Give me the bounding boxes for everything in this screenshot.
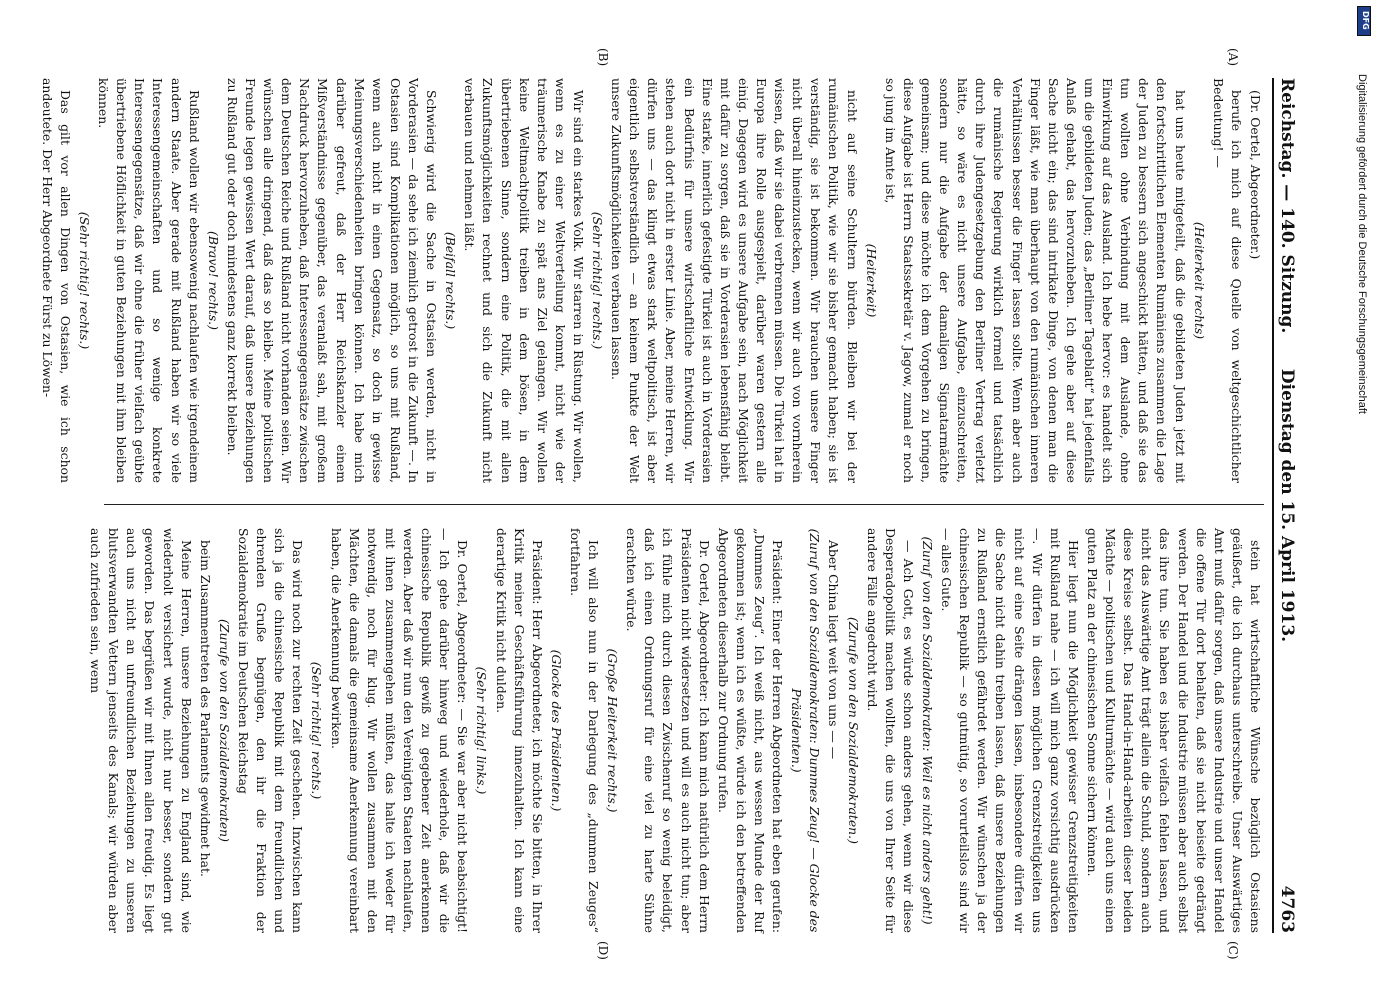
paragraph: Das wird noch zur rechten Zeit geschehen. Inzwischen kann sich ja die chinesische Republik mit dem freundlichen und ehrenden Gruße begnügen, den ihr die Fraktion der Sozialdemokratie im Deutschen Reichstag: [235, 528, 306, 933]
paragraph: Dr. Oertel, Abgeordneter: — Sie war aber nicht beabsichtigt! — Ich gehe darüber hinweg und wiederhole, daß wir die chinesische Republik gewiß zu gegebener Zeit anerkennen werden. Aber daß wir nun den Vereinigten Staaten nachlaufen, mit ihnen zusammengehen müßten, das halte ich weder für notwendig, noch für klug. Wir wollen zusammen mit den Mächten, die damals die gemeinsame Anerkennung vereinbart haben, die Anerkennung bewirken.: [328, 528, 471, 933]
paragraph: Hier liegt nun die Möglichkeit gewisser Grenzstreitigkeiten mit Rußland nahe — ich will mich ganz vorsichtig ausdrücken —. Wir dürfen in diesen möglichen Grenzstreitigkeiten uns nicht auf eine Seite drängen lassen, insbesondere dürfen wir die Sache nicht dahin treiben lassen, daß unsere Beziehungen zu Rußland ernstlich gefährdet werden. Wir wünschen ja der chinesischen Republik — so gutmütig, so vorurteilslos sind wir — alles Gute.: [939, 528, 1081, 933]
margin-mark-a: (A): [1226, 48, 1240, 67]
page-content: [39, 48, 1300, 960]
stage-direction: (Glocke des Präsidenten.): [548, 649, 564, 812]
column-divider: [104, 504, 1264, 505]
margin-mark-b: (B): [596, 48, 610, 67]
credit-text: Digitalisierung gefördert durch die Deutsche Forschungsgemeinschaft: [1356, 74, 1368, 414]
paragraph: Rußland wollen wir ebensowenig nachlaufen wie irgendeinem andern Staate. Aber gerade mit Rußland haben wir so viele Interessengemeinschaften und so wenige konkrete Interessengegensätze, daß wir ohne die früher vielfach geübte übertriebene Höflichkeit in guten Beziehungen mit ihm bleiben können.: [96, 78, 202, 483]
scanned-page: [39, 0, 1344, 1000]
stage-direction: (Zurufe von den Sozialdemokraten.): [845, 617, 861, 844]
stage-direction: (Große Heiterkeit rechts.): [605, 648, 621, 813]
paragraph: Präsident: Einer der Herren Abgeordneten hat eben gerufen: „Dummes Zeug“. Ich weiß nicht, aus wessen Munde der Ruf gekommen ist; wenn ich es wüßte, würde ich den betreffenden Abgeordneten dieserhalb zur Ordnung rufen.: [715, 528, 786, 933]
right-column: [88, 528, 1264, 933]
stage-direction: (Heiterkeit): [863, 243, 879, 318]
header-session: Reichstag. — 140. Sitzung.: [1277, 78, 1297, 334]
stage-direction: (Sehr richtig! links.): [474, 666, 490, 795]
paragraph: beim Zusammentreten des Parlaments gewidmet hat.: [197, 540, 213, 877]
left-column: [39, 78, 1264, 483]
paragraph: Präsident: Herr Abgeordneter, ich möchte Sie bitten, in Ihrer Kritik meiner Geschäftsführung innezuhalten. Ich kann eine derartige Kritik nicht dulden.: [493, 528, 545, 933]
stage-direction: (Heiterkeit rechts): [1191, 221, 1207, 340]
paragraph: Schwierig wird die Sache in Ostasien werden, nicht in Vorderasien — da sehe ich ziemlich getrost in die Zukunft —. In Ostasien sind Komplikationen möglich, so uns mit Rußland, wenn auch nicht in einen Gegensatz, so doch in gewisse Meinungsverschiedenheiten bringen können. Ich habe mich darüber gefreut, daß der Herr Reichskanzler einem Mißverständnisse gegenüber, das veranlaßt sah, mit großem Nachdruck hervorzuheben, daß Interessengegensätze zwischen dem Deutschen Reiche und Rußland nicht vorhanden seien. Wir wünschen alle dringend, daß das so bleibe. Meine politischen Freunde legen gewissen Wert darauf, daß unsere Beziehungen zu Rußland gut oder doch mindestens ganz korrekt bleiben.: [224, 78, 440, 483]
paragraph: nicht auf seine Schultern bürden. Bleiben wir bei der rumänischen Politik, wie wir sie bisher gemacht haben; sie ist verständig, sie ist bekommen. Wir brauchen unsere Finger nicht überall hineinzustecken, wenn wir auch von vornherein wissen, daß wir sie dabei verbrennen müssen. Die Türkei hat in Europa ihre Rolle ausgespielt, darüber waren gestern alle einig. Dagegen wird es unsere Aufgabe sein, nach Möglichkeit mit dafür zu sorgen, daß sie in Vorderasien lebensfähig bleibt. Eine starke, innerlich gefestigte Türkei ist auch in Vorderasien ein Bedürfnis für unsere wirtschaftliche Entwicklung. Wir stehen auch dort nicht in erster Linie. Aber, meine Herren, wir dürfen uns — das klingt etwas stark weltpolitisch, ist aber eigentlich selbstverständlich — an keinem Punkte der Welt unsere Zukunftsmöglichkeiten verbauen lassen.: [609, 78, 860, 483]
stage-direction: (Zurufe von den Sozialdemokraten): [216, 619, 232, 842]
stage-direction: (Sehr richtig! rechts.): [309, 661, 325, 800]
stage-direction: (Bravo! rechts.): [205, 231, 221, 330]
paragraph: Wir sind ein starkes Volk. Wir starren in Rüstung. Wir wollen, wenn es zu einer Weltverteilung kommt, nicht wie der träumerische Knabe zu spät ans Ziel gelangen. Wir wollen keine Weltmachtpolitik treiben in dem bösen, in dem übertriebenen Sinne, sondern eine Politik, die mit allen Zukunftsmöglichkeiten rechnet und sich die Zukunft nicht verbauen und nehmen läßt.: [462, 78, 586, 483]
margin-mark-d: (D): [596, 941, 610, 960]
stage-direction: (Zuruf von den Sozialdemokraten: Weil es nicht anders geht!): [920, 536, 936, 925]
dfg-logo-text: DFG: [1361, 11, 1370, 30]
paragraph: Dr. Oertel, Abgeordneter: Ich kann mich natürlich dem Herrn Präsidenten nicht widersetzen und will es auch nicht tun; aber ich fühle mich durch diesen Zwischenruf so wenig beleidigt, daß ich einen Ordnungsruf für eine viel zu harte Sühne erachten würde.: [624, 528, 712, 933]
stage-direction: (Zuruf von den Sozialdemokraten: Dummes Zeug! — Glocke des Präsidenten.): [789, 528, 823, 933]
header-date: Dienstag den 15. April 1913.: [1277, 368, 1297, 643]
stage-direction: (Sehr richtig! rechts.): [590, 211, 606, 350]
dfg-logo: [1357, 6, 1371, 36]
paragraph: (Dr. Oertel, Abgeordneter.): [1248, 90, 1263, 260]
margin-mark-c: (C): [1226, 941, 1240, 960]
paragraph: Das gilt vor allen Dingen von Ostasien, wie ich schon andeutete. Der Herr Abgeordnete Fürst zu Löwen-: [39, 78, 73, 483]
paragraph: — Ach Gott, es würde schon anders gehen, wenn wir diese Desperadopolitik machen wollten, die uns von Ihrer Seite für andere Fälle angedroht wird.: [864, 528, 916, 933]
paragraph: hat uns heute mitgeteilt, daß die gebildeten Juden jetzt mit den fortschrittlichen Elementen Rumäniens zusammen die Lage der Juden zu bessern sich angeschickt hätten, und daß sie das tun wollten ohne Verbindung mit dem Auslande, ohne Einwirkung auf das Ausland. Ich hebe hervor: es handelt sich um die gebildeten Juden; das „Berliner Tageblatt“ hat jedenfalls Anlaß gehabt, das hervorzuheben. Ich gehe aber auf diese Sache nicht ein; das sind intrikate Dinge, von denen man die Finger läßt, wie man überhaupt von den rumänischen inneren Verhältnissen besser die Finger lassen sollte. Wenn aber auch die rumänische Regierung wirklich formell und tatsächlich durch ihre Judengesetzgebung den Berliner Vertrag verletzt hätte, so wäre es nicht unsere Aufgabe, einzuschreiten, sondern nur die Aufgabe der damaligen Signatarmächte gemeinsam; und diese möchte ich dem Vorgehen zu bringen, diese Aufgabe ist Herrn Staatssekretär v. Jagow, zumal er noch so jung im Amte ist,: [882, 78, 1188, 483]
paragraph: berufe ich mich auf diese Quelle von weltgeschichtlicher Bedeutung! —: [1210, 78, 1244, 483]
paragraph: Aber China liegt weit von uns — —: [826, 540, 842, 760]
paragraph: stein hat wirtschaftliche Wünsche bezüglich Ostasiens geäußert, die ich durchaus unterschreibe. Unser Auswärtiges Amt muß dafür sorgen, daß unsere Industrie und unser Handel die offene Tür dort behalten, daß sie nicht beiseite gedrängt werden. Der Handel und die Industrie müssen aber auch selbst das ihre tun. Sie haben es bisher vielfach fehlen lassen, und nicht das Auswärtige Amt trägt allein die Schuld, sondern auch diese Kreise selbst. Das Hand-in-Hand-arbeiten dieser beiden Mächte — politischen und Kulturmächte — wird auch uns einen guten Platz an der chinesischen Sonne sichern können.: [1085, 528, 1263, 933]
page-number: 4763: [1277, 885, 1297, 933]
paragraph: Ich will also nun in der Darlegung des „dummen Zeuges“ fortfahren.: [567, 528, 602, 933]
running-head: [1272, 78, 1300, 933]
paragraph: Meine Herren, unsere Beziehungen zu England sind, wie wiederholt versichert wurde, nicht nur besser, sondern gut geworden. Das begrüßen wir mit Ihnen allen freudig. Es liegt auch uns nicht an unfreundlichen Beziehungen zu unseren blutsverwandten Vettern jenseits des Kanals; wir würden aber auch zufrieden sein, wenn: [88, 528, 194, 933]
stage-direction: (Sehr richtig! rechts.): [77, 211, 92, 350]
stage-direction: (Beifall rechts.): [443, 231, 459, 330]
digitization-credit: [1350, 40, 1368, 980]
